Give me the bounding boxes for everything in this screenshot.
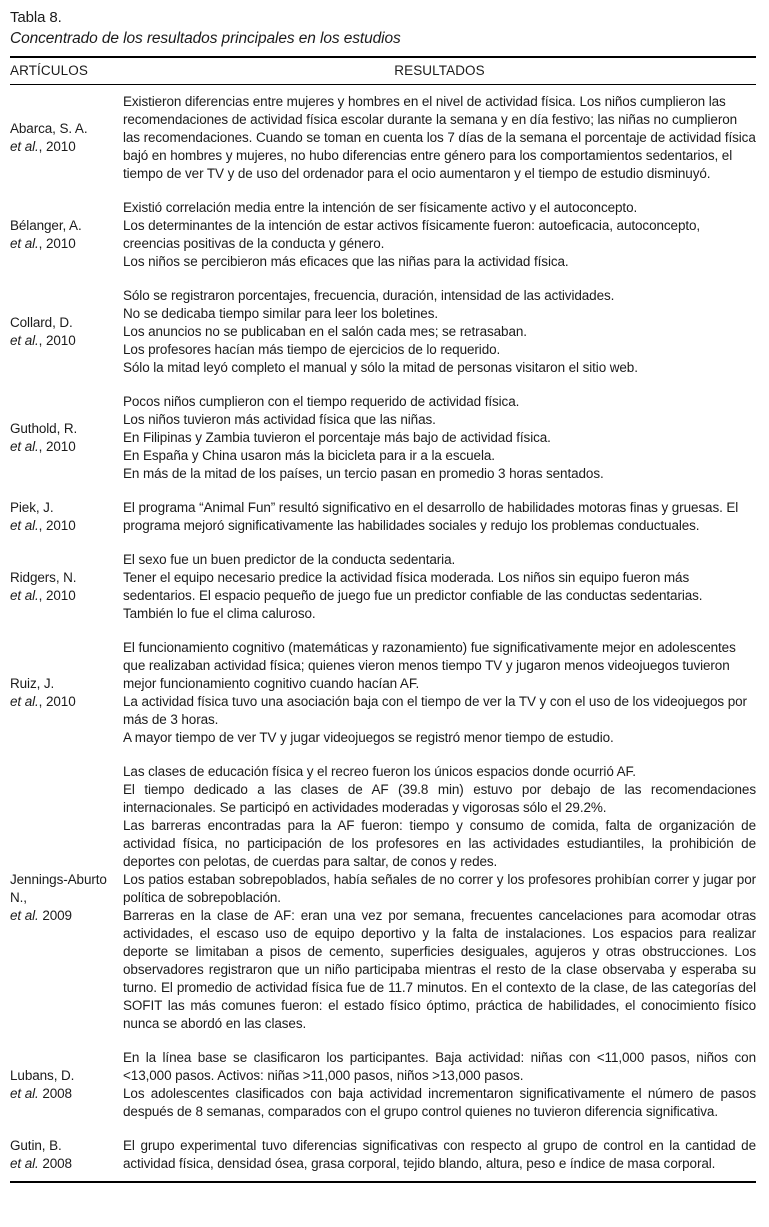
result-paragraph: Los profesores hacían más tiempo de ejercicios de lo requerido. <box>123 342 501 357</box>
article-cell <box>10 499 123 535</box>
table-row <box>10 1041 756 1129</box>
article-author: Abarca, S. A. <box>10 121 88 136</box>
etal-text: et al. <box>10 588 39 603</box>
results-cell <box>123 393 756 483</box>
results-cell <box>123 1137 756 1173</box>
article-etal-year <box>10 1155 117 1173</box>
article-year: 2008 <box>38 1086 72 1101</box>
article-author: Guthold, R. <box>10 421 78 436</box>
result-paragraph: En más de la mitad de los países, un tercio pasan en promedio 3 horas sentados. <box>123 466 604 481</box>
article-cell <box>10 217 123 253</box>
table-caption: Concentrado de los resultados principales en los estudios <box>10 30 401 47</box>
article-year: , 2010 <box>38 236 76 251</box>
result-paragraph: En España y China usaron más la bicicleta para ir a la escuela. <box>123 448 495 463</box>
result-paragraph: El funcionamiento cognitivo (matemáticas y razonamiento) fue significativamente mejor en adolescentes que realizaban actividad física; quienes vieron menos tiempo TV y jugaron menos videojuegos tuvieron mejor funcionamiento cognitivo cuando hacían AF. <box>123 640 736 691</box>
result-paragraph: Las barreras encontradas para la AF fueron: tiempo y consumo de comida, falta de organización de actividad física, no participación de los profesores en las actividades estudiantiles, la prohibición de deportes con pelotas, de cuerdas para saltar, de conos y redes. <box>123 818 756 869</box>
article-etal-year <box>10 587 117 605</box>
etal-text: et al. <box>10 333 39 348</box>
result-paragraph: Las clases de educación física y el recreo fueron los únicos espacios donde ocurrió AF. <box>123 764 636 779</box>
article-etal-year <box>10 438 117 456</box>
bottom-rule <box>10 1181 756 1183</box>
article-etal-year <box>10 1085 117 1103</box>
result-paragraph: Los niños se percibieron más eficaces que las niñas para la actividad física. <box>123 254 569 269</box>
results-cell <box>123 1049 756 1121</box>
results-cell <box>123 199 756 271</box>
article-cell <box>10 1137 123 1173</box>
etal-text: et al. <box>10 1156 39 1171</box>
article-etal-year <box>10 138 117 156</box>
table-number-title: Tabla 8. <box>10 9 62 26</box>
results-cell <box>123 287 756 377</box>
result-paragraph: A mayor tiempo de ver TV y jugar videojuegos se registró menor tiempo de estudio. <box>123 730 614 745</box>
etal-text: et al. <box>10 236 39 251</box>
article-author: Lubans, D. <box>10 1068 75 1083</box>
etal-text: et al. <box>10 908 39 923</box>
result-paragraph: Pocos niños cumplieron con el tiempo requerido de actividad física. <box>123 394 520 409</box>
article-author: Gutin, B. <box>10 1138 62 1153</box>
result-paragraph: El grupo experimental tuvo diferencias significativas con respecto al grupo de control en la cantidad de actividad física, densidad ósea, grasa corporal, tejido blando, altura, peso e índice de masa corporal. <box>123 1138 756 1171</box>
etal-text: et al. <box>10 694 39 709</box>
article-author: Ruiz, J. <box>10 676 55 691</box>
result-paragraph: Tener el equipo necesario predice la actividad física moderada. Los niños sin equipo fueron más sedentarios. El espacio pequeño de juego fue un predictor confiable de las conductas sedentarias. También lo fue el clima caluroso. <box>123 570 703 621</box>
result-paragraph: Los determinantes de la intención de estar activos físicamente fueron: autoeficacia, autoconcepto, creencias positivas de la conducta y género. <box>123 218 701 251</box>
article-etal-year <box>10 235 117 253</box>
result-paragraph: Los anuncios no se publicaban en el salón cada mes; se retrasaban. <box>123 324 527 339</box>
table-row <box>10 491 756 543</box>
article-author: Ridgers, N. <box>10 570 77 585</box>
article-cell <box>10 675 123 711</box>
article-author: Collard, D. <box>10 315 73 330</box>
etal-text: et al. <box>10 139 39 154</box>
article-author: Piek, J. <box>10 500 54 515</box>
table-header-row <box>10 58 756 84</box>
article-year: , 2010 <box>38 588 76 603</box>
result-paragraph: Sólo se registraron porcentajes, frecuencia, duración, intensidad de las actividades. <box>123 288 615 303</box>
article-year: , 2010 <box>38 694 76 709</box>
article-etal-year <box>10 332 117 350</box>
article-year: , 2010 <box>38 139 76 154</box>
result-paragraph: Sólo la mitad leyó completo el manual y sólo la mitad de personas visitaron el sitio web. <box>123 360 638 375</box>
result-paragraph: En Filipinas y Zambia tuvieron el porcentaje más bajo de actividad física. <box>123 430 551 445</box>
article-cell <box>10 120 123 156</box>
result-paragraph: El programa “Animal Fun” resultó significativo en el desarrollo de habilidades motoras finas y gruesas. El programa mejoró significativamente las habilidades sociales y redujo los problemas conductuales. <box>123 500 739 533</box>
article-cell <box>10 420 123 456</box>
table-row <box>10 85 756 191</box>
article-cell <box>10 871 123 925</box>
table-row <box>10 385 756 491</box>
article-etal-year <box>10 693 117 711</box>
results-cell <box>123 763 756 1033</box>
result-paragraph: Los patios estaban sobrepoblados, había señales de no correr y los profesores prohibían correr y jugar por política de sobrepoblación. <box>123 872 756 905</box>
result-paragraph: El tiempo dedicado a las clases de AF (39.8 min) estuvo por debajo de las recomendaciones internacionales. Se participó en actividades moderadas y vigorosas sólo el 29.2%. <box>123 782 756 815</box>
column-header-articles: ARTÍCULOS <box>10 63 88 78</box>
table-row <box>10 191 756 279</box>
result-paragraph: La actividad física tuvo una asociación baja con el tiempo de ver la TV y con el uso de los videojuegos por más de 3 horas. <box>123 694 747 727</box>
article-author: Jennings-Aburto N., <box>10 872 107 905</box>
etal-text: et al. <box>10 439 39 454</box>
article-year: 2009 <box>38 908 72 923</box>
table-row <box>10 1129 756 1181</box>
results-cell <box>123 551 756 623</box>
table-row <box>10 755 756 1041</box>
article-cell <box>10 314 123 350</box>
column-header-results: RESULTADOS <box>394 63 485 78</box>
table-row <box>10 543 756 631</box>
result-paragraph: El sexo fue un buen predictor de la conducta sedentaria. <box>123 552 456 567</box>
etal-text: et al. <box>10 1086 39 1101</box>
result-paragraph: Barreras en la clase de AF: eran una vez por semana, frecuentes cancelaciones para acomodar otras actividades, el escaso uso de equipo deportivo y la falta de instalaciones. Los espacios para realizar deporte se limitaban a pisos de cemento, superficies desiguales, agujeros y otras obstrucciones. Los observadores registraron que un niño participaba mientras el resto de la clase observaba y esperaba su turno. El promedio de actividad física fue de 11.7 minutos. En el contexto de la clase, de las categorías del SOFIT las más comunes fueron: el estado físico óptimo, práctica de habilidades, el conocimiento físico nunca se abordó en las clases. <box>123 908 756 1031</box>
table-row <box>10 279 756 385</box>
results-cell <box>123 499 756 535</box>
results-cell <box>123 93 756 183</box>
article-year: 2008 <box>38 1156 72 1171</box>
result-paragraph: Existieron diferencias entre mujeres y hombres en el nivel de actividad física. Los niños cumplieron las recomendaciones de actividad física escolar durante la semana y en día festivo; las niñas no cumplieron las recomendaciones. Cuando se toman en cuenta los 7 días de la semana el porcentaje de actividad física bajó en hombres y mujeres, no hubo diferencias entre género para los comportamientos sedentarios, el tiempo de ver TV y de uso del ordenador para el ocio aumentaron y el tiempo de estudio disminuyó. <box>123 94 756 181</box>
article-cell <box>10 1067 123 1103</box>
article-year: , 2010 <box>38 439 76 454</box>
result-paragraph: Los adolescentes clasificados con baja actividad incrementaron significativamente el número de pasos después de 8 semanas, comparados con el grupo control quienes no tuvieron diferencia significativa. <box>123 1086 756 1119</box>
result-paragraph: Existió correlación media entre la intención de ser físicamente activo y el autoconcepto. <box>123 200 638 215</box>
etal-text: et al. <box>10 518 39 533</box>
article-cell <box>10 569 123 605</box>
article-etal-year <box>10 517 117 535</box>
article-year: , 2010 <box>38 518 76 533</box>
result-paragraph: En la línea base se clasificaron los participantes. Baja actividad: niñas con <11,000 pasos, niños con <13,000 pasos. Activos: niñas >11,000 pasos, niños >13,000 pasos. <box>123 1050 756 1083</box>
table-row <box>10 631 756 755</box>
results-cell <box>123 639 756 747</box>
article-year: , 2010 <box>38 333 76 348</box>
result-paragraph: Los niños tuvieron más actividad física que las niñas. <box>123 412 436 427</box>
result-paragraph: No se dedicaba tiempo similar para leer los boletines. <box>123 306 439 321</box>
article-etal-year <box>10 907 117 925</box>
article-author: Bélanger, A. <box>10 218 82 233</box>
